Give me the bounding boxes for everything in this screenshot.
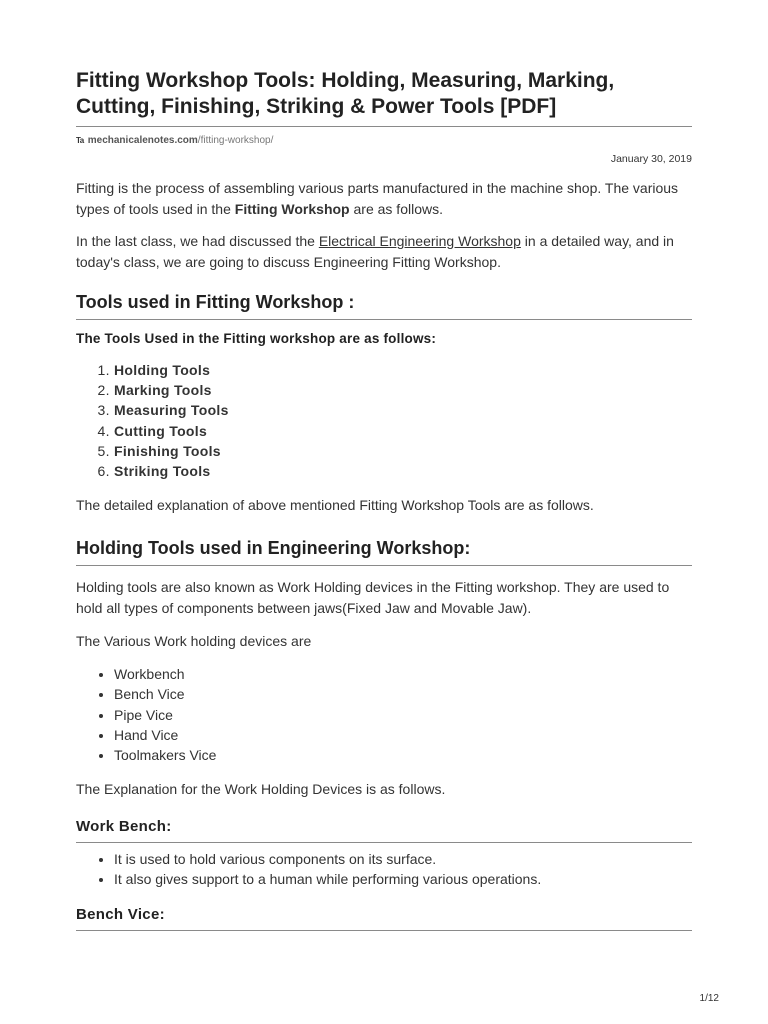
list-item: • Bench Vice [114, 684, 692, 704]
list-item: 3. Measuring Tools [114, 400, 692, 420]
list-item: 1. Holding Tools [114, 360, 692, 380]
intro-text: are as follows. [349, 201, 443, 217]
list-item: • Hand Vice [114, 725, 692, 745]
electrical-workshop-link[interactable]: Electrical Engineering Workshop [318, 233, 521, 249]
list-item: • It is used to hold various components on its surface. [114, 849, 692, 869]
holding-section-heading: Holding Tools used in Engineering Workshop: [76, 537, 692, 566]
list-item: • Pipe Vice [114, 705, 692, 725]
document-page [76, 68, 692, 931]
list-item: • Workbench [114, 664, 692, 684]
list-item: 5. Finishing Tools [114, 441, 692, 461]
list-item: 4. Cutting Tools [114, 421, 692, 441]
tools-section-heading: Tools used in Fitting Workshop : [76, 291, 692, 320]
tools-summary: The detailed explanation of above mentioned Fitting Workshop Tools are as follows. [76, 497, 594, 514]
work-bench-heading: Work Bench: [76, 817, 692, 843]
tools-list [76, 360, 692, 481]
holding-devices-list [76, 664, 692, 765]
intro-text: In the last class, we had discussed the [76, 233, 319, 249]
page-title: Fitting Workshop Tools: Holding, Measuring, Marking, Cutting, Finishing, Striking & Power Tools [PDF] [76, 68, 692, 127]
list-item: 6. Striking Tools [114, 461, 692, 481]
source-domain[interactable]: mechanicalenotes.com [87, 134, 198, 146]
intro-paragraph-2 [76, 231, 692, 273]
source-line [76, 133, 692, 147]
publish-date: January 30, 2019 [610, 153, 692, 165]
list-item: 2. Marking Tools [114, 380, 692, 400]
list-item: • Toolmakers Vice [114, 745, 692, 765]
holding-paragraph-2: The Various Work holding devices are [76, 633, 312, 650]
intro-text: in a detailed way, and in today's class, we are going to discuss Engineering Fitting Workshop. [76, 233, 674, 270]
tools-subheading: The Tools Used in the Fitting workshop are as follows: [76, 331, 437, 346]
source-path[interactable]: /fitting-workshop/ [197, 134, 274, 146]
bench-vice-heading: Bench Vice: [76, 905, 692, 931]
list-item: • It also gives support to a human while performing various operations. [114, 869, 692, 889]
intro-bold-text: Fitting Workshop [234, 201, 350, 217]
page-number: 1/12 [699, 993, 719, 1004]
intro-paragraph-1 [76, 178, 692, 220]
holding-paragraph-1: Holding tools are also known as Work Holding devices in the Fitting workshop. They are used to hold all types of components between jaws(Fixed Jaw and Movable Jaw). [76, 579, 670, 617]
holding-paragraph-3: The Explanation for the Work Holding Devices is as follows. [76, 781, 446, 798]
work-bench-list [76, 849, 692, 889]
intro-text: Fitting is the process of assembling various parts manufactured in the machine shop. The various types of tools used in the [76, 180, 679, 217]
site-logo-icon: Ta [76, 135, 84, 145]
